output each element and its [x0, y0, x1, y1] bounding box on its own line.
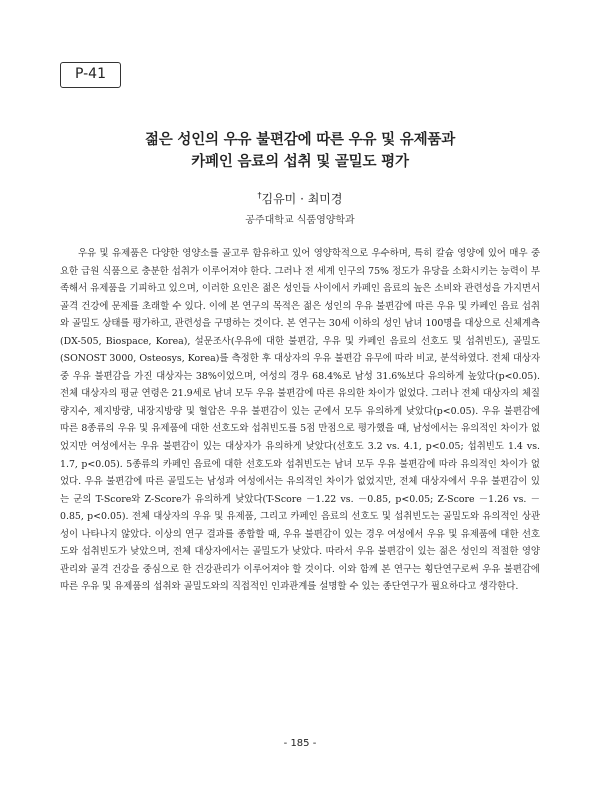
- corresponding-author-mark: †: [257, 191, 262, 200]
- abstract-body: 우유 및 유제품은 다양한 영양소를 골고루 함유하고 있어 영양학적으로 우수하며, 특히 칼슘 영양에 있어 매우 중요한 급원 식품으로 충분한 섭취가 이루어져야 한다. 그러나 전 세계 인구의 75% 정도가 유당을 소화시키는 능력이 부족해서 유제품을 기피하고 있으며, 이러한 요인은 젊은 성인들 사이에서 카페인 음료의 높은 소비와 관련성을 가지면서 골격 건강에 문제를 초래할 수 있다. 이에 본 연구의 목적은 젊은 성인의 우유 불편감에 따른 우유 및 카페인 음료 섭취와 골밀도 상태를 평가하고, 관련성을 구명하는 것이다. 본 연구는 30세 이하의 성인 남녀 100명을 대상으로 신체계측(DX-505, Biospace, Korea), 설문조사(우유에 대한 불편감, 우유 및 카페인 음료의 선호도 및 섭취빈도), 골밀도(SONOST 3000, Osteosys, Korea)를 측정한 후 대상자의 우유 불편감 유무에 따라 비교, 분석하였다. 전체 대상자 중 우유 불편감을 가진 대상자는 38%이었으며, 여성의 경우 68.4%로 남성 31.6%보다 유의하게 높았다(p<0.05). 전체 대상자의 평균 연령은 21.9세로 남녀 모두 우유 불편감에 따른 유의한 차이가 없었다. 그러나 전체 대상자의 체질량지수, 제지방량, 내장지방량 및 혈압은 우유 불편감이 있는 군에서 모두 유의하게 낮았다(p<0.05). 우유 불편감에 따른 8종류의 우유 및 유제품에 대한 선호도와 섭취빈도를 5점 만점으로 평가했을 때, 남성에서는 유의적인 차이가 없었지만 여성에서는 우유 불편감이 있는 대상자가 유의하게 낮았다(선호도 3.2 vs. 4.1, p<0.05; 섭취빈도 1.4 vs. 1.7, p<0.05). 5종류의 카페인 음료에 대한 선호도와 섭취빈도는 남녀 모두 우유 불편감에 따라 유의적인 차이가 없었다. 우유 불편감에 따른 골밀도는 남성과 여성에서는 유의적인 차이가 없었지만, 전체 대상자에서 우유 불편감이 있는 군의 T-Score와 Z-Score가 유의하게 낮았다(T-Score －1.22 vs. －0.85, p<0.05; Z-Score －1.26 vs. －0.85, p<0.05). 전체 대상자의 우유 및 유제품, 그리고 카페인 음료의 선호도 및 섭취빈도는 골밀도와 유의적인 상관성이 나타나지 않았다. 이상의 연구 결과를 종합할 때, 우유 불편감이 있는 경우 여성에서 우유 및 유제품에 대한 선호도와 섭취빈도가 낮았으며, 전체 대상자에서는 골밀도가 낮았다. 따라서 우유 불편감이 있는 젊은 성인의 적절한 영양관리와 골격 건강을 중심으로 한 건강관리가 이루어져야 할 것이다. 이와 함께 본 연구는 횡단연구로써 우유 불편감에 따른 우유 및 유제품의 섭취와 골밀도와의 직접적인 인과관계를 설명할 수 있는 종단연구가 필요하다고 생각한다.: [60, 248, 540, 593]
- title-line-1: 젊은 성인의 우유 불편감에 따른 우유 및 유제품과: [144, 132, 456, 148]
- author-names: 김유미 · 최미경: [261, 192, 343, 206]
- title-line-2: 카페인 음료의 섭취 및 골밀도 평가: [191, 154, 409, 170]
- abstract-code-badge: P-41: [60, 62, 121, 88]
- authors-line: [0, 190, 600, 207]
- affiliation: 공주대학교 식품영양학과: [245, 215, 355, 226]
- page-number: - 185 -: [283, 738, 317, 749]
